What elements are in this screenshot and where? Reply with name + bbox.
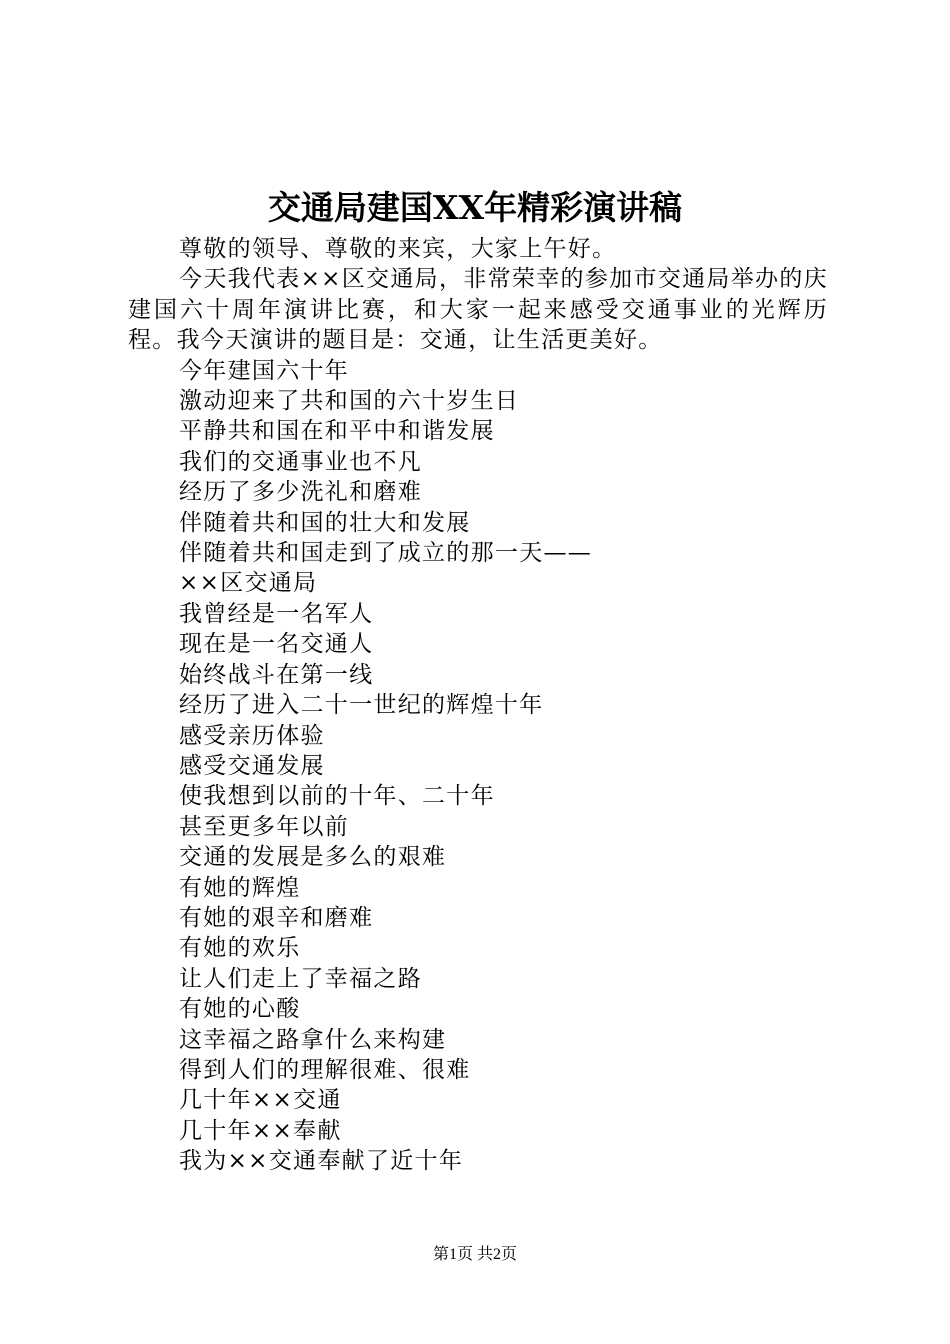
verse-line: 得到人们的理解很难、很难 (179, 1056, 471, 1083)
greeting-paragraph: 尊敬的领导、尊敬的来宾，大家上午好。 (179, 236, 617, 262)
verse-line: 几十年××交通 (179, 1087, 342, 1114)
verse-line: 这幸福之路拿什么来构建 (179, 1026, 447, 1053)
verse-line: 我们的交通事业也不凡 (179, 448, 422, 475)
verse-line: 经历了多少洗礼和磨难 (179, 479, 422, 506)
verse-line: 几十年××奉献 (179, 1117, 342, 1144)
verse-line: 让人们走上了幸福之路 (179, 965, 422, 992)
verse-line: 始终战斗在第一线 (179, 661, 374, 688)
verse-line: 我曾经是一名军人 (179, 600, 374, 627)
verse-line: 伴随着共和国走到了成立的那一天—— (179, 540, 593, 567)
verse-line: 伴随着共和国的壮大和发展 (179, 509, 471, 536)
verse-line: 有她的艰辛和磨难 (179, 904, 374, 931)
verse-line: 感受交通发展 (179, 752, 325, 779)
verse-line: 甚至更多年以前 (179, 813, 350, 840)
verse-line: 有她的心酸 (179, 996, 301, 1023)
verse-line: 今年建国六十年 (179, 357, 350, 384)
verse-line: 激动迎来了共和国的六十岁生日 (179, 388, 520, 415)
verse-line: 使我想到以前的十年、二十年 (179, 783, 495, 810)
verse-line: 现在是一名交通人 (179, 631, 374, 658)
intro-paragraph: 今天我代表××区交通局，非常荣幸的参加市交通局举办的庆建国六十周年演讲比赛，和大家一起来感受交通事业的光辉历程。我今天演讲的题目是：交通，让生活更美好。 (128, 266, 828, 354)
verse-line: 经历了进入二十一世纪的辉煌十年 (179, 692, 544, 719)
verse-line: 有她的辉煌 (179, 874, 301, 901)
page-footer: 第1页 共2页 (432, 1246, 517, 1263)
document-body (128, 234, 828, 1177)
verse-line: 感受亲历体验 (179, 722, 325, 749)
verse-line: ××区交通局 (179, 570, 318, 597)
document-title: 交通局建国XX年精彩演讲稿 (267, 188, 683, 227)
verse-line: 有她的欢乐 (179, 935, 301, 962)
verse-line: 平静共和国在和平中和谐发展 (179, 418, 495, 445)
verse-line: 交通的发展是多么的艰难 (179, 844, 447, 871)
verse-line: 我为××交通奉献了近十年 (179, 1148, 464, 1175)
